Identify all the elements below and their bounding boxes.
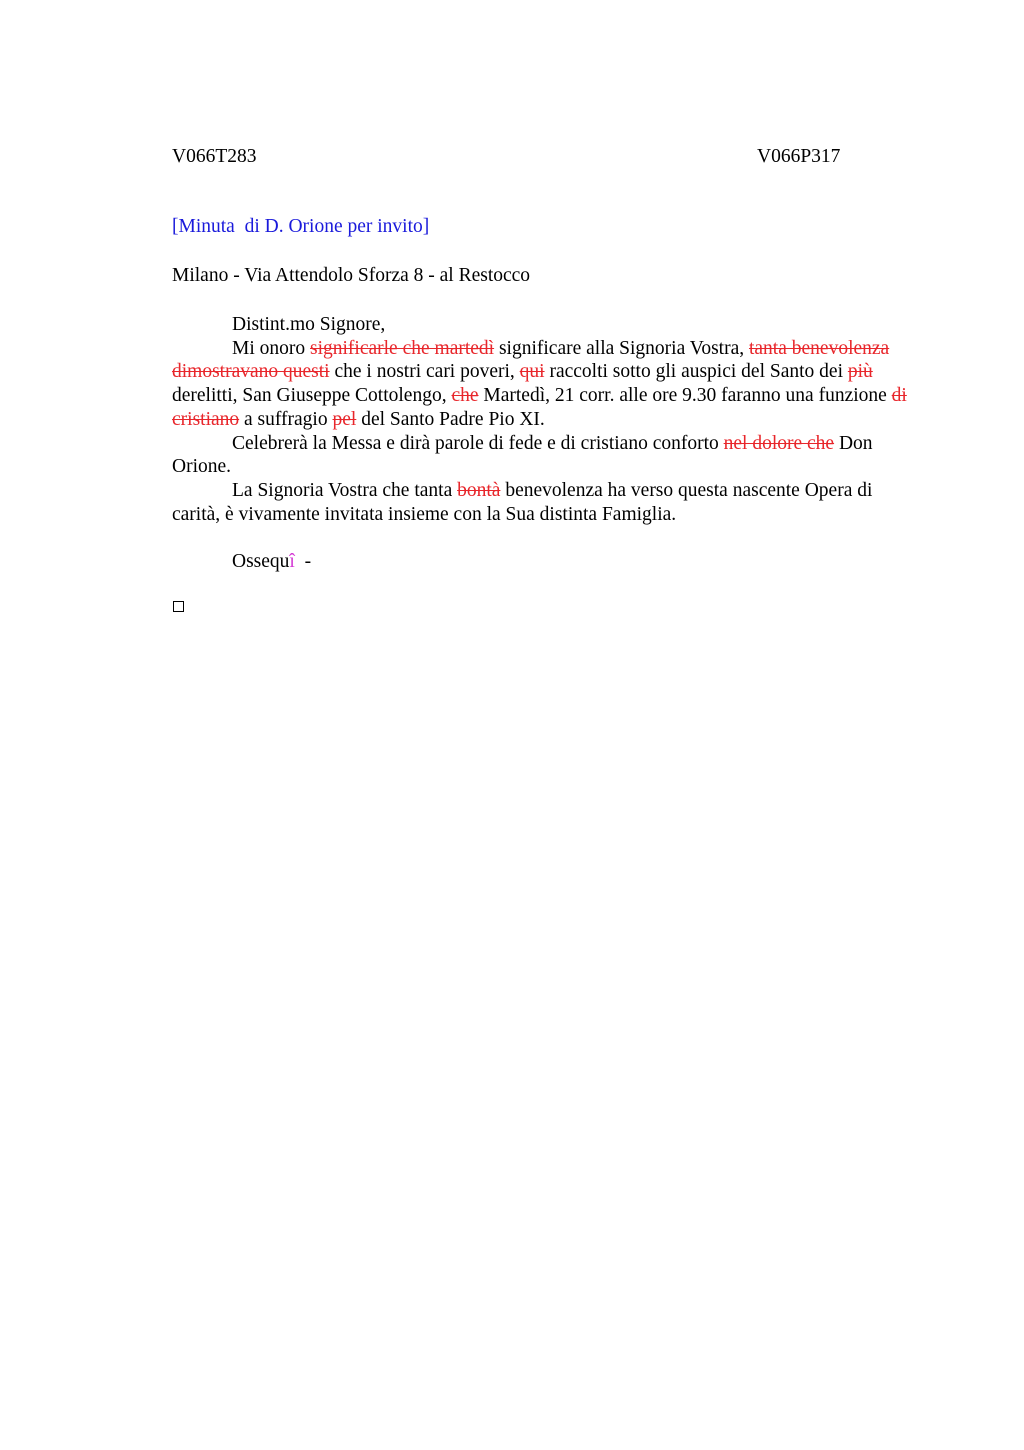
- salutation: Distint.mo Signore,: [232, 314, 386, 335]
- text-run: La Signoria Vostra che tanta: [232, 479, 458, 501]
- paragraph-2: [172, 432, 917, 479]
- deleted-text: pel: [332, 408, 357, 430]
- deleted-text: che: [451, 385, 479, 407]
- text-run: a suffragio: [239, 408, 333, 430]
- text-run: Mi onoro: [232, 337, 310, 359]
- inserted-text: î: [289, 551, 295, 573]
- deleted-text: significarle che martedì: [310, 337, 495, 359]
- text-run: raccolti sotto gli auspici del Santo dei: [544, 361, 848, 383]
- text-run: Martedì, 21 corr. alle ore 9.30 faranno una funzione: [478, 385, 892, 407]
- deleted-text: più: [847, 361, 873, 383]
- address-line: Milano - Via Attendolo Sforza 8 - al Restocco: [172, 265, 531, 286]
- text-run: Don Orione.: [172, 432, 873, 478]
- editorial-note: [Minuta di D. Orione per invito]: [172, 216, 430, 237]
- text-run: significare alla Signoria Vostra,: [494, 337, 749, 359]
- closing-line: [172, 550, 917, 574]
- deleted-text: di cristiano: [172, 385, 907, 430]
- doc-ref-left: V066T283: [172, 146, 257, 167]
- paragraph-3: [172, 479, 917, 526]
- text-run: Ossequ: [232, 551, 290, 573]
- deleted-text: qui: [519, 361, 545, 383]
- text-run: derelitti, San Giuseppe Cottolengo,: [172, 385, 452, 407]
- doc-ref-right: V066P317: [757, 146, 841, 167]
- letter-body: [172, 313, 917, 574]
- text-run: -: [294, 551, 312, 573]
- deleted-text: bontà: [457, 479, 501, 501]
- deleted-text: tanta benevolenza dimostravano questi: [172, 337, 890, 383]
- text-run: Celebrerà la Messa e dirà parole di fede e di cristiano conforto: [232, 432, 724, 454]
- square-icon: [173, 601, 184, 612]
- text-run: benevolenza ha verso questa nascente Opera di carità, è vivamente invitata insieme con la Sua distinta Famiglia.: [172, 479, 873, 525]
- text-run: che i nostri cari poveri,: [329, 361, 520, 383]
- deleted-text: nel dolore che: [723, 432, 835, 454]
- text-run: del Santo Padre Pio XI.: [356, 408, 545, 430]
- paragraph-1: [172, 337, 917, 432]
